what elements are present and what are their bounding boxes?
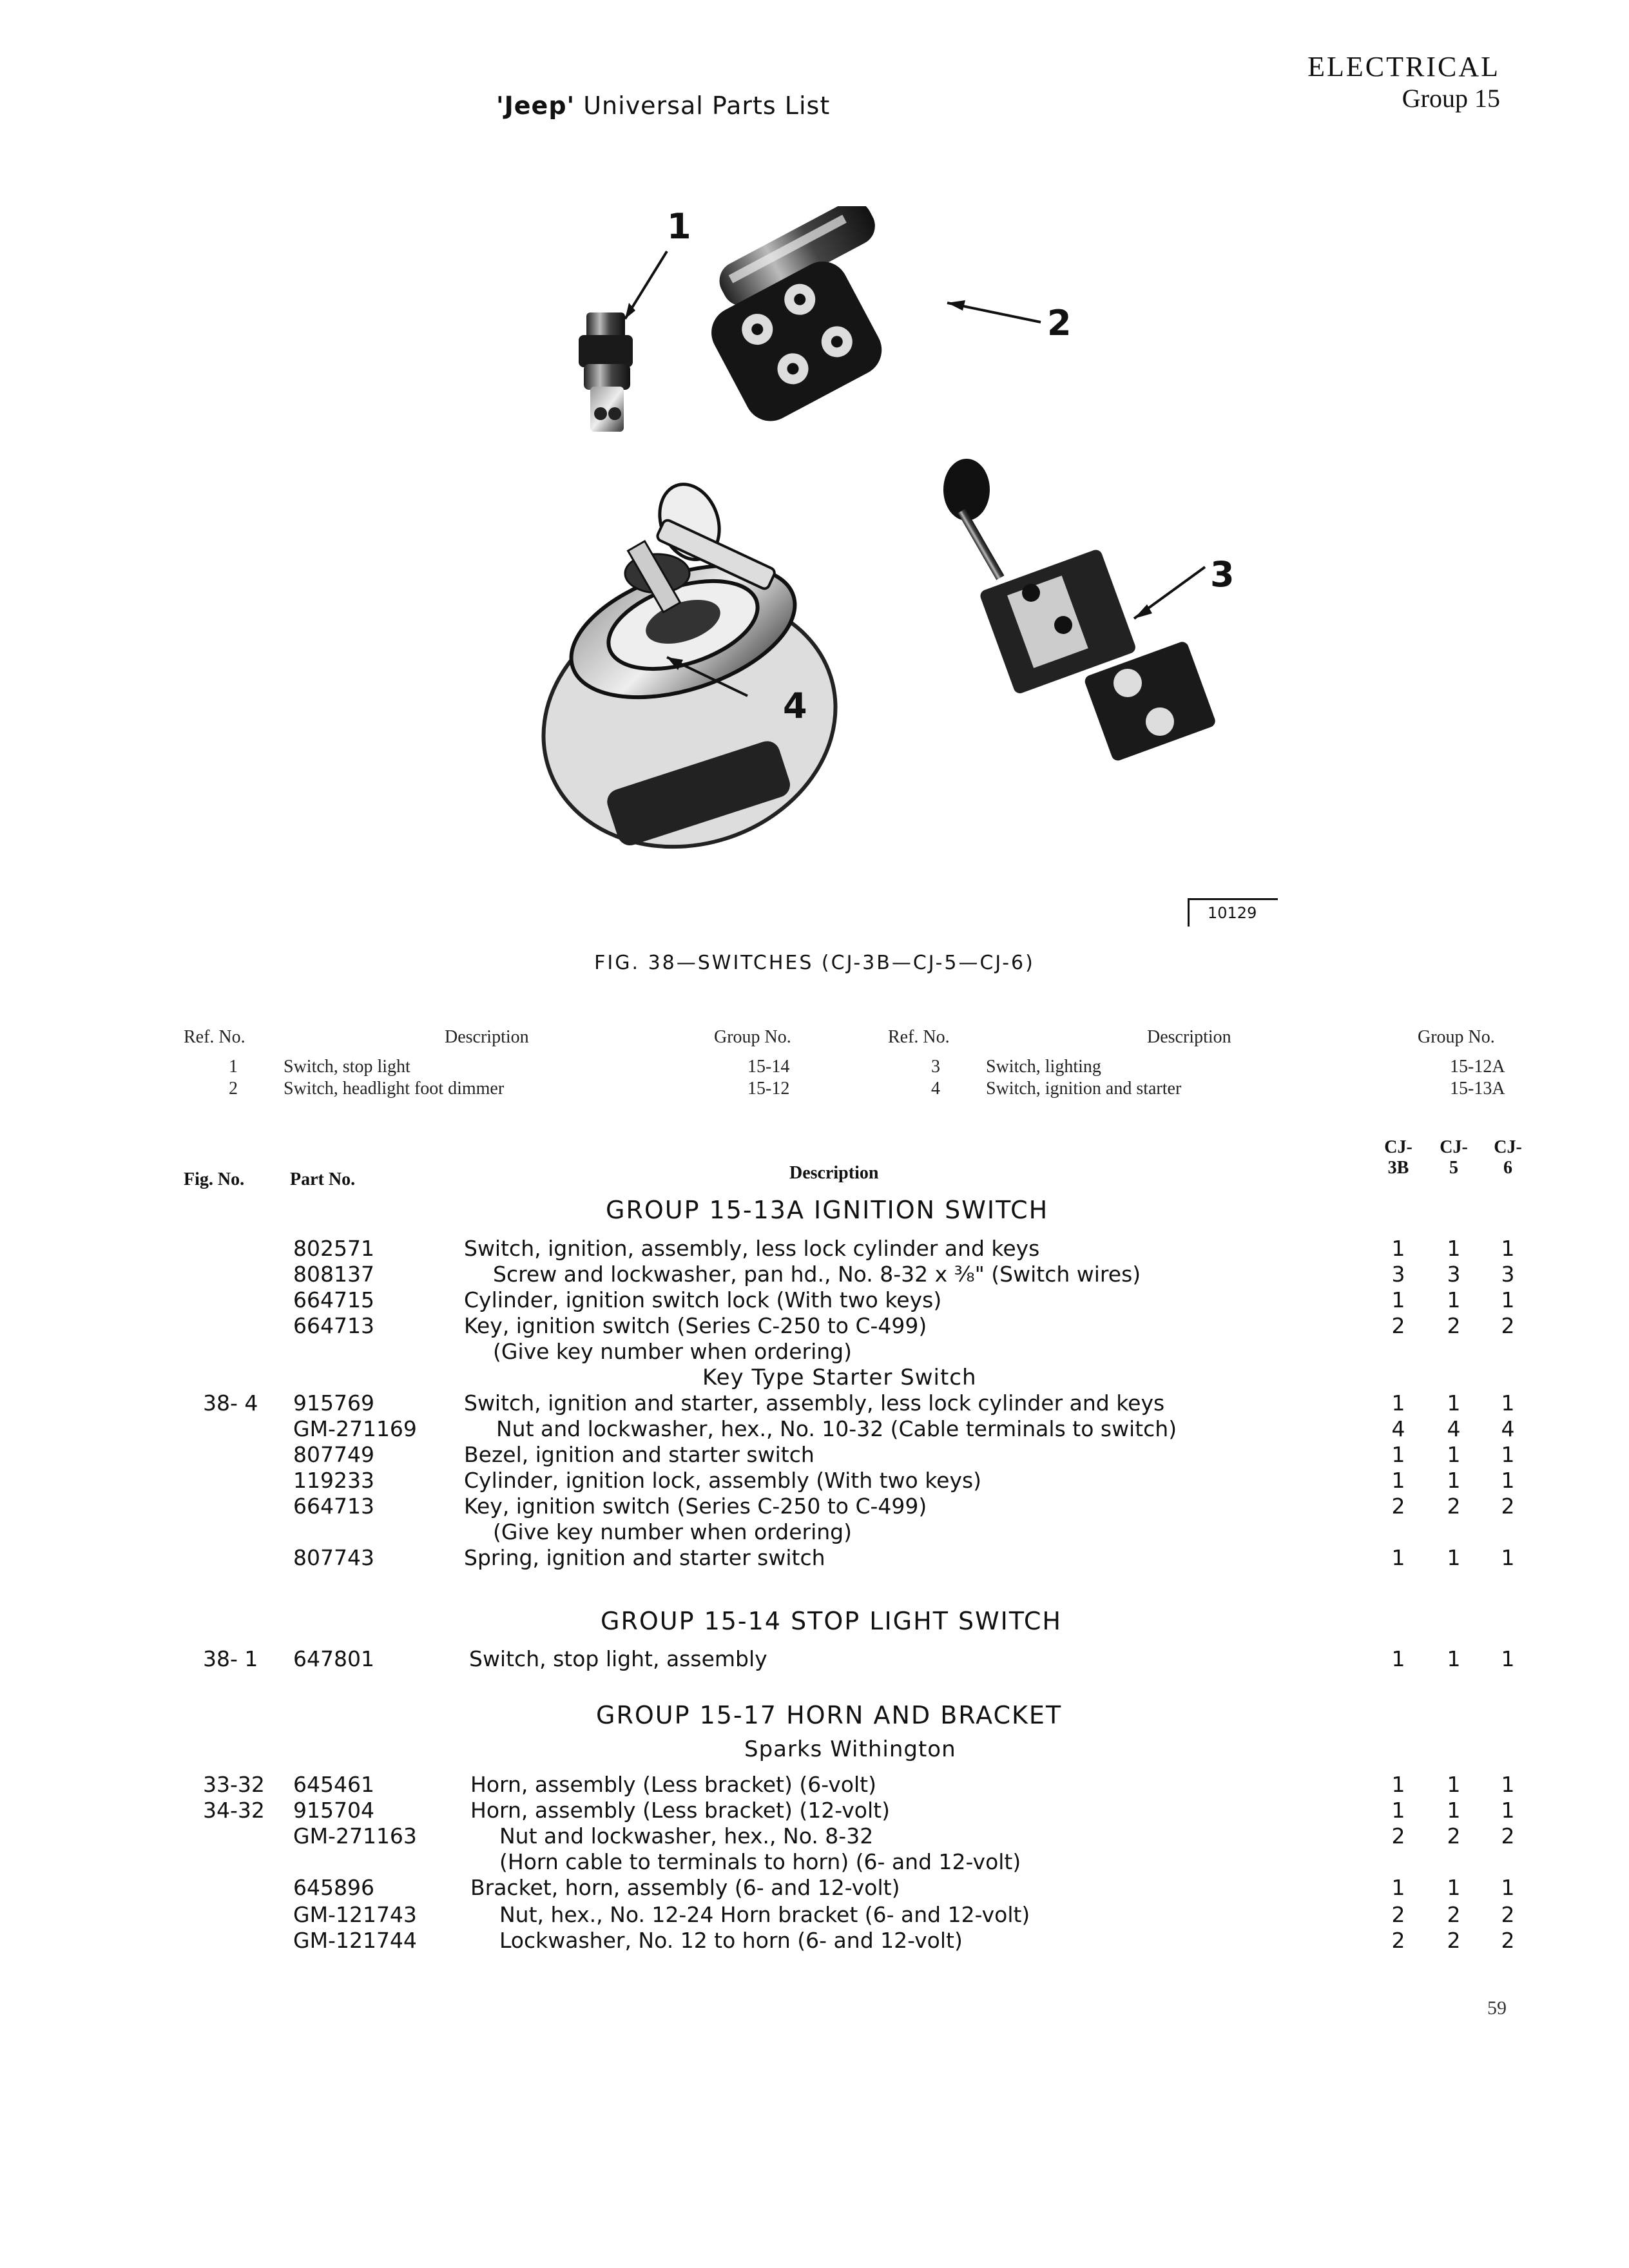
table-row	[0, 1442, 1629, 1468]
table-row	[0, 1468, 1629, 1494]
legend-group: 15-12	[747, 1079, 790, 1099]
quantity-cell: 1	[1391, 1798, 1405, 1823]
quantity-cell: 1	[1447, 1772, 1461, 1797]
part-no: 915769	[293, 1390, 374, 1416]
part-no: 807749	[293, 1442, 374, 1467]
table-row	[0, 1798, 1629, 1823]
quantity-cell: 1	[1501, 1772, 1515, 1797]
part-description: Spring, ignition and starter switch	[464, 1545, 825, 1570]
table-row	[0, 1772, 1629, 1798]
quantity-cell: 1	[1501, 1875, 1515, 1900]
quantity-cell: 1	[1391, 1287, 1405, 1312]
subtitle-key-type: Key Type Starter Switch	[702, 1365, 977, 1390]
table-row	[0, 1287, 1629, 1313]
part-description: Key, ignition switch (Series C-250 to C-499)	[464, 1313, 927, 1338]
quantity-cell: 2	[1391, 1823, 1405, 1849]
quantity-cell: 1	[1391, 1545, 1405, 1570]
quantity-cell: 2	[1447, 1494, 1461, 1519]
quantity-cell: 2	[1391, 1313, 1405, 1338]
fig-no: 38- 1	[203, 1646, 258, 1671]
quantity-cell: 1	[1501, 1390, 1515, 1416]
part-no: 807743	[293, 1545, 374, 1570]
quantity-cell: 4	[1501, 1416, 1515, 1441]
fig-no: 38- 4	[203, 1390, 258, 1416]
model-cj5-header: CJ- 5	[1440, 1137, 1468, 1178]
quantity-cell: 1	[1391, 1236, 1405, 1261]
section-header	[1307, 50, 1500, 113]
quantity-cell: 1	[1447, 1390, 1461, 1416]
part-no-header: Part No.	[290, 1169, 356, 1189]
model-cj6-header: CJ- 6	[1494, 1137, 1522, 1178]
quantity-cell: 1	[1501, 1545, 1515, 1570]
quantity-cell: 1	[1447, 1798, 1461, 1823]
table-row	[0, 1875, 1629, 1901]
section-title: ELECTRICAL	[1307, 51, 1500, 82]
quantity-cell: 2	[1447, 1902, 1461, 1927]
table-row	[0, 1313, 1629, 1339]
part-description: (Give key number when ordering)	[493, 1339, 852, 1364]
switches-illustration	[412, 206, 1302, 928]
quantity-cell: 1	[1447, 1442, 1461, 1467]
table-row	[0, 1390, 1629, 1416]
legend-desc: Switch, lighting	[986, 1057, 1101, 1077]
part-description: Bracket, horn, assembly (6- and 12-volt)	[470, 1875, 900, 1900]
figure-label-4: 4	[783, 686, 807, 726]
figure-label-1: 1	[667, 206, 691, 247]
part-description: Horn, assembly (Less bracket) (12-volt)	[470, 1798, 890, 1823]
part-description: (Horn cable to terminals to horn) (6- and 12-volt)	[499, 1849, 1021, 1874]
part-description: Bezel, ignition and starter switch	[464, 1442, 815, 1467]
group-title: Group 15	[1402, 84, 1500, 113]
quantity-cell: 1	[1447, 1468, 1461, 1493]
table-row	[0, 1823, 1629, 1849]
group-title-stoplight: GROUP 15-14 STOP LIGHT SWITCH	[601, 1607, 1062, 1635]
part-description: Horn, assembly (Less bracket) (6-volt)	[470, 1772, 876, 1797]
quantity-cell: 1	[1391, 1468, 1405, 1493]
part-description: Nut and lockwasher, hex., No. 10-32 (Cable terminals to switch)	[496, 1416, 1177, 1441]
part-description: Nut and lockwasher, hex., No. 8-32	[499, 1823, 874, 1849]
quantity-cell: 2	[1447, 1823, 1461, 1849]
legend-ref: 1	[229, 1057, 238, 1077]
part-no: 808137	[293, 1262, 374, 1287]
legend-ref: 2	[229, 1079, 238, 1099]
quantity-cell: 2	[1391, 1928, 1405, 1953]
quantity-cell: 2	[1391, 1494, 1405, 1519]
quantity-cell: 1	[1501, 1646, 1515, 1671]
figure-caption: FIG. 38—SWITCHES (CJ-3B—CJ-5—CJ-6)	[594, 952, 1035, 974]
subtitle-sparks: Sparks Withington	[744, 1736, 956, 1762]
table-row	[0, 1545, 1629, 1571]
quantity-cell: 2	[1447, 1928, 1461, 1953]
fig-no: 33-32	[203, 1772, 265, 1797]
part-no: 664713	[293, 1313, 374, 1338]
quantity-cell: 1	[1391, 1772, 1405, 1797]
quantity-cell: 2	[1501, 1902, 1515, 1927]
group-title-ignition: GROUP 15-13A IGNITION SWITCH	[606, 1196, 1049, 1224]
legend-desc-header-2: Description	[1147, 1027, 1231, 1047]
part-no: GM-271163	[293, 1823, 417, 1849]
quantity-cell: 4	[1447, 1416, 1461, 1441]
part-description: Nut, hex., No. 12-24 Horn bracket (6- and 12-volt)	[499, 1902, 1030, 1927]
stop-light-switch-drawing	[579, 312, 633, 432]
brand-name: 'Jeep'	[496, 91, 575, 120]
part-no: 915704	[293, 1798, 374, 1823]
table-row	[0, 1262, 1629, 1287]
legend-ref: 3	[931, 1057, 940, 1077]
part-description: Lockwasher, No. 12 to horn (6- and 12-volt)	[499, 1928, 963, 1953]
quantity-cell: 1	[1391, 1875, 1405, 1900]
figure-label-2: 2	[1047, 303, 1072, 343]
quantity-cell: 1	[1447, 1646, 1461, 1671]
part-no: GM-121743	[293, 1902, 417, 1927]
part-no: 119233	[293, 1468, 374, 1493]
legend-desc-header: Description	[445, 1027, 529, 1047]
legend-group-header-2: Group No.	[1418, 1027, 1495, 1047]
description-header: Description	[789, 1163, 879, 1183]
legend-group: 15-13A	[1450, 1079, 1505, 1099]
quantity-cell: 1	[1447, 1545, 1461, 1570]
quantity-cell: 1	[1447, 1236, 1461, 1261]
quantity-cell: 1	[1501, 1442, 1515, 1467]
quantity-cell: 4	[1391, 1416, 1405, 1441]
legend-desc: Switch, ignition and starter	[986, 1079, 1182, 1099]
table-row	[0, 1928, 1629, 1954]
part-no: 664715	[293, 1287, 374, 1312]
legend-desc: Switch, headlight foot dimmer	[284, 1079, 505, 1099]
part-no: GM-271169	[293, 1416, 417, 1441]
legend-group: 15-14	[747, 1057, 790, 1077]
legend-ref-header-2: Ref. No.	[888, 1027, 950, 1047]
part-no: 645896	[293, 1875, 374, 1900]
part-no: 802571	[293, 1236, 374, 1261]
photo-id: 10129	[1188, 898, 1278, 927]
part-description: Cylinder, ignition lock, assembly (With two keys)	[464, 1468, 982, 1493]
quantity-cell: 1	[1391, 1442, 1405, 1467]
model-cj3b-header: CJ- 3B	[1384, 1137, 1412, 1178]
quantity-cell: 1	[1501, 1236, 1515, 1261]
quantity-cell: 1	[1501, 1287, 1515, 1312]
part-description: Screw and lockwasher, pan hd., No. 8-32 x ⅜" (Switch wires)	[493, 1262, 1141, 1287]
quantity-cell: 1	[1391, 1390, 1405, 1416]
quantity-cell: 2	[1501, 1494, 1515, 1519]
page-title	[496, 91, 830, 120]
part-description: Key, ignition switch (Series C-250 to C-499)	[464, 1494, 927, 1519]
table-row	[0, 1339, 1629, 1365]
quantity-cell: 3	[1447, 1262, 1461, 1287]
part-description: Switch, stop light, assembly	[469, 1646, 767, 1671]
part-description: Switch, ignition, assembly, less lock cylinder and keys	[464, 1236, 1040, 1261]
fig-no-header: Fig. No.	[184, 1169, 245, 1189]
part-description: Cylinder, ignition switch lock (With two keys)	[464, 1287, 942, 1312]
legend-desc: Switch, stop light	[284, 1057, 410, 1077]
figure-label-3: 3	[1210, 554, 1235, 595]
part-no: 664713	[293, 1494, 374, 1519]
quantity-cell: 2	[1501, 1928, 1515, 1953]
page-number: 59	[1487, 1997, 1507, 2019]
dimmer-switch-drawing	[684, 206, 936, 430]
fig-no: 34-32	[203, 1798, 265, 1823]
legend-ref-header: Ref. No.	[184, 1027, 246, 1047]
quantity-cell: 1	[1501, 1798, 1515, 1823]
quantity-cell: 2	[1501, 1313, 1515, 1338]
quantity-cell: 2	[1501, 1823, 1515, 1849]
quantity-cell: 3	[1501, 1262, 1515, 1287]
quantity-cell: 1	[1501, 1468, 1515, 1493]
switches-figure	[412, 206, 1302, 928]
group-title-horn: GROUP 15-17 HORN AND BRACKET	[596, 1701, 1063, 1729]
legend-group-header: Group No.	[714, 1027, 791, 1047]
table-row	[0, 1646, 1629, 1672]
part-description: Switch, ignition and starter, assembly, less lock cylinder and keys	[464, 1390, 1165, 1416]
legend-group: 15-12A	[1450, 1057, 1505, 1077]
part-no: 645461	[293, 1772, 374, 1797]
quantity-cell: 3	[1391, 1262, 1405, 1287]
quantity-cell: 1	[1447, 1287, 1461, 1312]
table-row	[0, 1494, 1629, 1519]
quantity-cell: 2	[1391, 1902, 1405, 1927]
quantity-cell: 1	[1447, 1875, 1461, 1900]
table-row	[0, 1236, 1629, 1262]
ignition-switch-drawing	[511, 476, 869, 884]
part-no: 647801	[293, 1646, 374, 1671]
legend-ref: 4	[931, 1079, 940, 1099]
title-text: Universal Parts List	[575, 91, 831, 120]
table-row	[0, 1849, 1629, 1875]
part-description: (Give key number when ordering)	[493, 1519, 852, 1544]
quantity-cell: 1	[1391, 1646, 1405, 1671]
part-no: GM-121744	[293, 1928, 417, 1953]
table-row	[0, 1519, 1629, 1545]
quantity-cell: 2	[1447, 1313, 1461, 1338]
table-row	[0, 1902, 1629, 1928]
lighting-switch-drawing	[943, 459, 1217, 762]
table-row	[0, 1416, 1629, 1442]
